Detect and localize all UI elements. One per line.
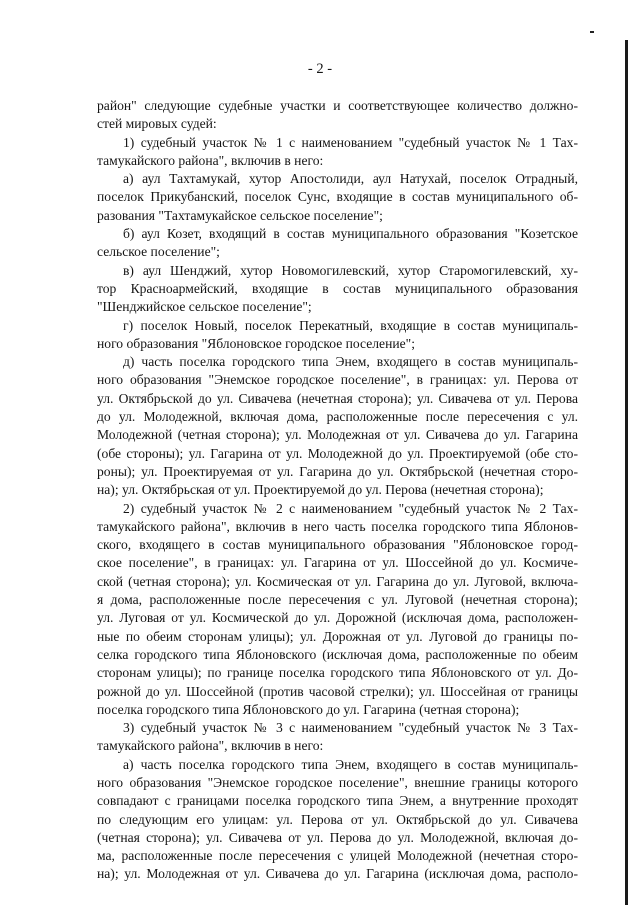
text-line: г) поселок Новый, поселок Перекатный, входящие в состав муниципаль-: [123, 317, 578, 333]
text-line: поселка городского типа Яблоновского до ул. Гагарина (четная сторона);: [97, 701, 520, 717]
text-line: совпадают с границами поселка городского типа Энем, а внутренние проходят: [97, 793, 578, 809]
text-line: а) часть поселка городского типа Энем, входящего в состав муниципаль-: [123, 756, 578, 772]
scan-edge-shadow: [625, 40, 628, 905]
text-line: (четная сторона); ул. Сивачева от ул. Перова до ул. Молодежной, включая до-: [97, 829, 578, 845]
text-line: 3) судебный участок № 3 с наименованием "судебный участок № 3 Тах-: [123, 720, 578, 736]
text-line: по следующим его улицам: ул. Перова от ул. Октябрьской до ул. Сивачева: [97, 811, 578, 827]
text-line: ского, входящего в состав муниципального образования "Яблоновское город-: [97, 537, 578, 553]
text-line: ного образования "Энемское городское поселение", в границах: ул. Перова от: [97, 372, 578, 388]
text-line: тамукайского района", включив в него:: [97, 738, 324, 754]
text-line: рожной до ул. Шоссейной (против часовой стрелки); ул. Шоссейная от границы: [97, 683, 578, 699]
text-line: разования "Тахтамукайское сельское поселение";: [97, 207, 383, 223]
text-line: тор Красноармейский, входящие в состав муниципального образования: [97, 280, 578, 296]
text-line: ской (четная сторона); ул. Космическая от ул. Гагарина до ул. Луговой, включа-: [97, 573, 578, 589]
text-line: сельское поселение";: [97, 244, 220, 260]
text-line: селка городского типа Яблоновского (исключая дома, расположенные по обеим: [97, 646, 578, 662]
text-line: 1) судебный участок № 1 с наименованием "судебный участок № 1 Тах-: [123, 134, 578, 150]
page-number: - 2 -: [307, 61, 333, 77]
text-line: Молодежной (четная сторона); ул. Молодежная от ул. Сивачева до ул. Гагарина: [97, 427, 578, 443]
text-line: район" следующие судебные участки и соответствующее количество должно-: [97, 98, 578, 113]
text-line: в) аул Шенджий, хутор Новомогилевский, хутор Старомогилевский, ху-: [123, 262, 578, 278]
text-line: сторонам улицы); по границе поселка городского типа Яблоновского от ул. До-: [97, 665, 578, 681]
text-line: (обе стороны); ул. Гагарина от ул. Молодежной до ул. Проектируемой (обе сто-: [97, 445, 578, 461]
text-line: д) часть поселка городского типа Энем, входящего в состав муниципаль-: [123, 354, 578, 370]
text-line: ма, расположенные после пересечения с улицей Молодежной (нечетная сторо-: [97, 848, 578, 864]
text-line: на); ул. Октябрьская от ул. Проектируемой до ул. Перова (нечетная сторона);: [97, 482, 544, 498]
text-line: б) аул Козет, входящий в состав муниципального образования "Козетское: [123, 226, 578, 242]
text-line: ные по обеим сторонам улицы); ул. Дорожная от ул. Луговой до границы по-: [97, 628, 578, 644]
text-line: роны); ул. Проектируемая от ул. Гагарина до ул. Октябрьской (нечетная сторо-: [97, 463, 578, 479]
body-text: [97, 97, 578, 884]
text-line: ул. Луговая от ул. Космической до ул. Дорожной (исключая дома, расположен-: [97, 610, 578, 626]
text-line: ного образования "Яблоновское городское поселение";: [97, 335, 415, 351]
text-line: ного образования "Энемское городское поселение", внешние границы которого: [97, 774, 578, 790]
text-line: стей мировых судей:: [97, 116, 217, 132]
text-line: "Шенджийское сельское поселение";: [97, 299, 312, 315]
text-line: тамукайского района", включив в него часть поселка городского типа Яблонов-: [97, 518, 578, 534]
text-line: тамукайского района", включив в него:: [97, 152, 324, 168]
text-line: я дома, расположенные после пересечения с ул. Луговой (нечетная сторона);: [97, 592, 578, 608]
text-line: 2) судебный участок № 2 с наименованием "судебный участок № 2 Тах-: [123, 500, 578, 516]
text-line: поселок Прикубанский, поселок Сунс, входящие в состав муниципального об-: [97, 189, 578, 205]
text-line: ское поселение", в границах: ул. Гагарина от ул. Шоссейной до ул. Космиче-: [97, 555, 578, 571]
text-line: на); ул. Молодежная от ул. Сивачева до ул. Гагарина (исключая дома, располо-: [97, 866, 578, 882]
text-line: до ул. Молодежной, включая дома, расположенные после пересечения с ул.: [97, 409, 578, 425]
text-line: а) аул Тахтамукай, хутор Апостолиди, аул Натухай, поселок Отрадный,: [123, 171, 578, 187]
scan-speck: [590, 31, 594, 33]
text-line: ул. Октябрьской до ул. Сивачева (нечетная сторона); ул. Сивачева от ул. Перова: [97, 390, 578, 406]
